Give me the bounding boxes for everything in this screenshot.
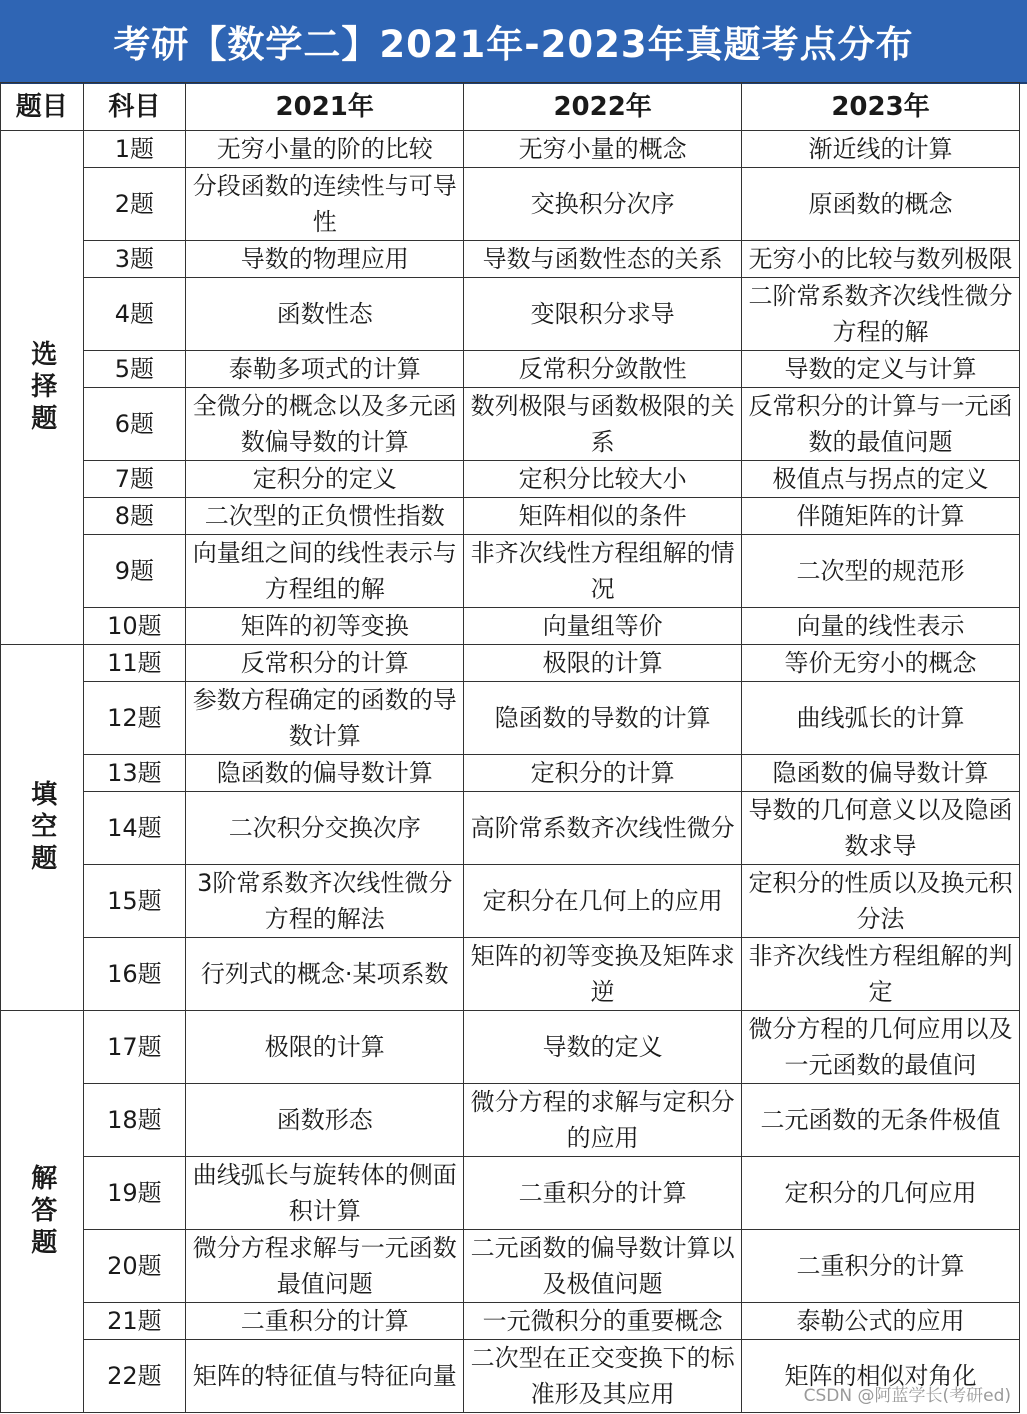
question-number-cell: 5题 [83, 351, 186, 388]
table-row [1, 461, 1020, 498]
topic-2022-cell: 导数与函数性态的关系 [464, 241, 742, 278]
question-type-cell: 填空题 [1, 645, 84, 1011]
question-number-cell: 8题 [83, 498, 186, 535]
topic-2021-cell: 无穷小量的阶的比较 [186, 131, 464, 168]
topic-2021-cell: 向量组之间的线性表示与方程组的解 [186, 535, 464, 608]
topic-2023-cell: 二元函数的无条件极值 [742, 1084, 1020, 1157]
question-number-cell: 16题 [83, 938, 186, 1011]
topic-2021-cell: 全微分的概念以及多元函数偏导数的计算 [186, 388, 464, 461]
topic-2023-cell: 二重积分的计算 [742, 1230, 1020, 1303]
topic-2023-cell: 等价无穷小的概念 [742, 645, 1020, 682]
question-number-cell: 2题 [83, 168, 186, 241]
topic-2022-cell: 矩阵相似的条件 [464, 498, 742, 535]
question-type-cell: 解答题 [1, 1011, 84, 1413]
topic-2021-cell: 定积分的定义 [186, 461, 464, 498]
topic-2023-cell: 泰勒公式的应用 [742, 1303, 1020, 1340]
topic-2022-cell: 导数的定义 [464, 1011, 742, 1084]
table-row [1, 278, 1020, 351]
topic-2021-cell: 导数的物理应用 [186, 241, 464, 278]
table-row [1, 682, 1020, 755]
topic-2022-cell: 极限的计算 [464, 645, 742, 682]
table-row [1, 1011, 1020, 1084]
question-number-cell: 9题 [83, 535, 186, 608]
table-row [1, 535, 1020, 608]
topic-2023-cell: 二阶常系数齐次线性微分方程的解 [742, 278, 1020, 351]
question-number-cell: 10题 [83, 608, 186, 645]
topic-2022-cell: 定积分比较大小 [464, 461, 742, 498]
topic-2021-cell: 二次积分交换次序 [186, 792, 464, 865]
topic-2023-cell: 反常积分的计算与一元函数的最值问题 [742, 388, 1020, 461]
topic-2023-cell: 伴随矩阵的计算 [742, 498, 1020, 535]
topic-2021-cell: 矩阵的初等变换 [186, 608, 464, 645]
exam-topic-table [0, 82, 1020, 1413]
topic-2021-cell: 函数性态 [186, 278, 464, 351]
question-number-cell: 22题 [83, 1340, 186, 1413]
topic-2023-cell: 非齐次线性方程组解的判定 [742, 938, 1020, 1011]
question-number-cell: 14题 [83, 792, 186, 865]
topic-2023-cell: 二次型的规范形 [742, 535, 1020, 608]
topic-2021-cell: 反常积分的计算 [186, 645, 464, 682]
topic-2022-cell: 数列极限与函数极限的关系 [464, 388, 742, 461]
topic-2021-cell: 微分方程求解与一元函数最值问题 [186, 1230, 464, 1303]
topic-2022-cell: 二重积分的计算 [464, 1157, 742, 1230]
topic-2021-cell: 二次型的正负惯性指数 [186, 498, 464, 535]
table-row [1, 388, 1020, 461]
topic-2022-cell: 高阶常系数齐次线性微分 [464, 792, 742, 865]
question-number-cell: 3题 [83, 241, 186, 278]
question-number-cell: 17题 [83, 1011, 186, 1084]
table-row [1, 498, 1020, 535]
question-number-cell: 7题 [83, 461, 186, 498]
topic-2021-cell: 矩阵的特征值与特征向量 [186, 1340, 464, 1413]
topic-2022-cell: 向量组等价 [464, 608, 742, 645]
table-row [1, 1230, 1020, 1303]
topic-2021-cell: 函数形态 [186, 1084, 464, 1157]
topic-2021-cell: 极限的计算 [186, 1011, 464, 1084]
question-number-cell: 19题 [83, 1157, 186, 1230]
question-number-cell: 21题 [83, 1303, 186, 1340]
header-year-2023: 2023年 [742, 83, 1020, 131]
topic-2021-cell: 二重积分的计算 [186, 1303, 464, 1340]
header-year-2021: 2021年 [186, 83, 464, 131]
table-row [1, 351, 1020, 388]
topic-2023-cell: 曲线弧长的计算 [742, 682, 1020, 755]
topic-2022-cell: 无穷小量的概念 [464, 131, 742, 168]
topic-2021-cell: 分段函数的连续性与可导性 [186, 168, 464, 241]
table-row [1, 168, 1020, 241]
watermark: CSDN @阿蓝学长(考研ed) [803, 1386, 1011, 1406]
question-type-cell: 选择题 [1, 131, 84, 645]
table-row [1, 1303, 1020, 1340]
topic-2021-cell: 参数方程确定的函数的导数计算 [186, 682, 464, 755]
header-year-2022: 2022年 [464, 83, 742, 131]
topic-2023-cell: 向量的线性表示 [742, 608, 1020, 645]
question-number-cell: 12题 [83, 682, 186, 755]
topic-2022-cell: 隐函数的导数的计算 [464, 682, 742, 755]
topic-2021-cell: 隐函数的偏导数计算 [186, 755, 464, 792]
topic-2023-cell: 矩阵的相似对角化 [742, 1340, 1020, 1413]
question-number-cell: 4题 [83, 278, 186, 351]
topic-2021-cell: 行列式的概念·某项系数 [186, 938, 464, 1011]
topic-2023-cell: 极值点与拐点的定义 [742, 461, 1020, 498]
question-number-cell: 11题 [83, 645, 186, 682]
page-title: 考研【数学二】2021年-2023年真题考点分布 [0, 0, 1027, 84]
question-number-cell: 15题 [83, 865, 186, 938]
table-row [1, 131, 1020, 168]
table-row [1, 938, 1020, 1011]
topic-2021-cell: 3阶常系数齐次线性微分方程的解法 [186, 865, 464, 938]
table-row [1, 241, 1020, 278]
topic-2023-cell: 导数的定义与计算 [742, 351, 1020, 388]
question-number-cell: 18题 [83, 1084, 186, 1157]
topic-2021-cell: 泰勒多项式的计算 [186, 351, 464, 388]
question-number-cell: 1题 [83, 131, 186, 168]
topic-2023-cell: 渐近线的计算 [742, 131, 1020, 168]
topic-2022-cell: 交换积分次序 [464, 168, 742, 241]
question-number-cell: 20题 [83, 1230, 186, 1303]
table-row [1, 755, 1020, 792]
topic-2023-cell: 定积分的性质以及换元积分法 [742, 865, 1020, 938]
table-row [1, 1157, 1020, 1230]
topic-2022-cell: 非齐次线性方程组解的情况 [464, 535, 742, 608]
table-row [1, 608, 1020, 645]
header-subject: 科目 [83, 83, 186, 131]
question-number-cell: 6题 [83, 388, 186, 461]
topic-2022-cell: 定积分在几何上的应用 [464, 865, 742, 938]
table-row [1, 865, 1020, 938]
topic-2023-cell: 导数的几何意义以及隐函数求导 [742, 792, 1020, 865]
topic-2023-cell: 隐函数的偏导数计算 [742, 755, 1020, 792]
topic-2023-cell: 微分方程的几何应用以及一元函数的最值问 [742, 1011, 1020, 1084]
topic-2022-cell: 二元函数的偏导数计算以及极值问题 [464, 1230, 742, 1303]
topic-2022-cell: 微分方程的求解与定积分的应用 [464, 1084, 742, 1157]
topic-2021-cell: 曲线弧长与旋转体的侧面积计算 [186, 1157, 464, 1230]
topic-2022-cell: 变限积分求导 [464, 278, 742, 351]
topic-2023-cell: 定积分的几何应用 [742, 1157, 1020, 1230]
topic-2022-cell: 反常积分敛散性 [464, 351, 742, 388]
topic-2023-cell: 无穷小的比较与数列极限 [742, 241, 1020, 278]
topic-2023-cell: 原函数的概念 [742, 168, 1020, 241]
topic-2022-cell: 一元微积分的重要概念 [464, 1303, 742, 1340]
table-row [1, 792, 1020, 865]
question-number-cell: 13题 [83, 755, 186, 792]
table-body [1, 131, 1020, 1413]
table-row [1, 1084, 1020, 1157]
table-row [1, 645, 1020, 682]
header-row [1, 83, 1020, 131]
topic-2022-cell: 矩阵的初等变换及矩阵求逆 [464, 938, 742, 1011]
header-question-type: 题目 [1, 83, 84, 131]
topic-2022-cell: 定积分的计算 [464, 755, 742, 792]
topic-2022-cell: 二次型在正交变换下的标准形及其应用 [464, 1340, 742, 1413]
